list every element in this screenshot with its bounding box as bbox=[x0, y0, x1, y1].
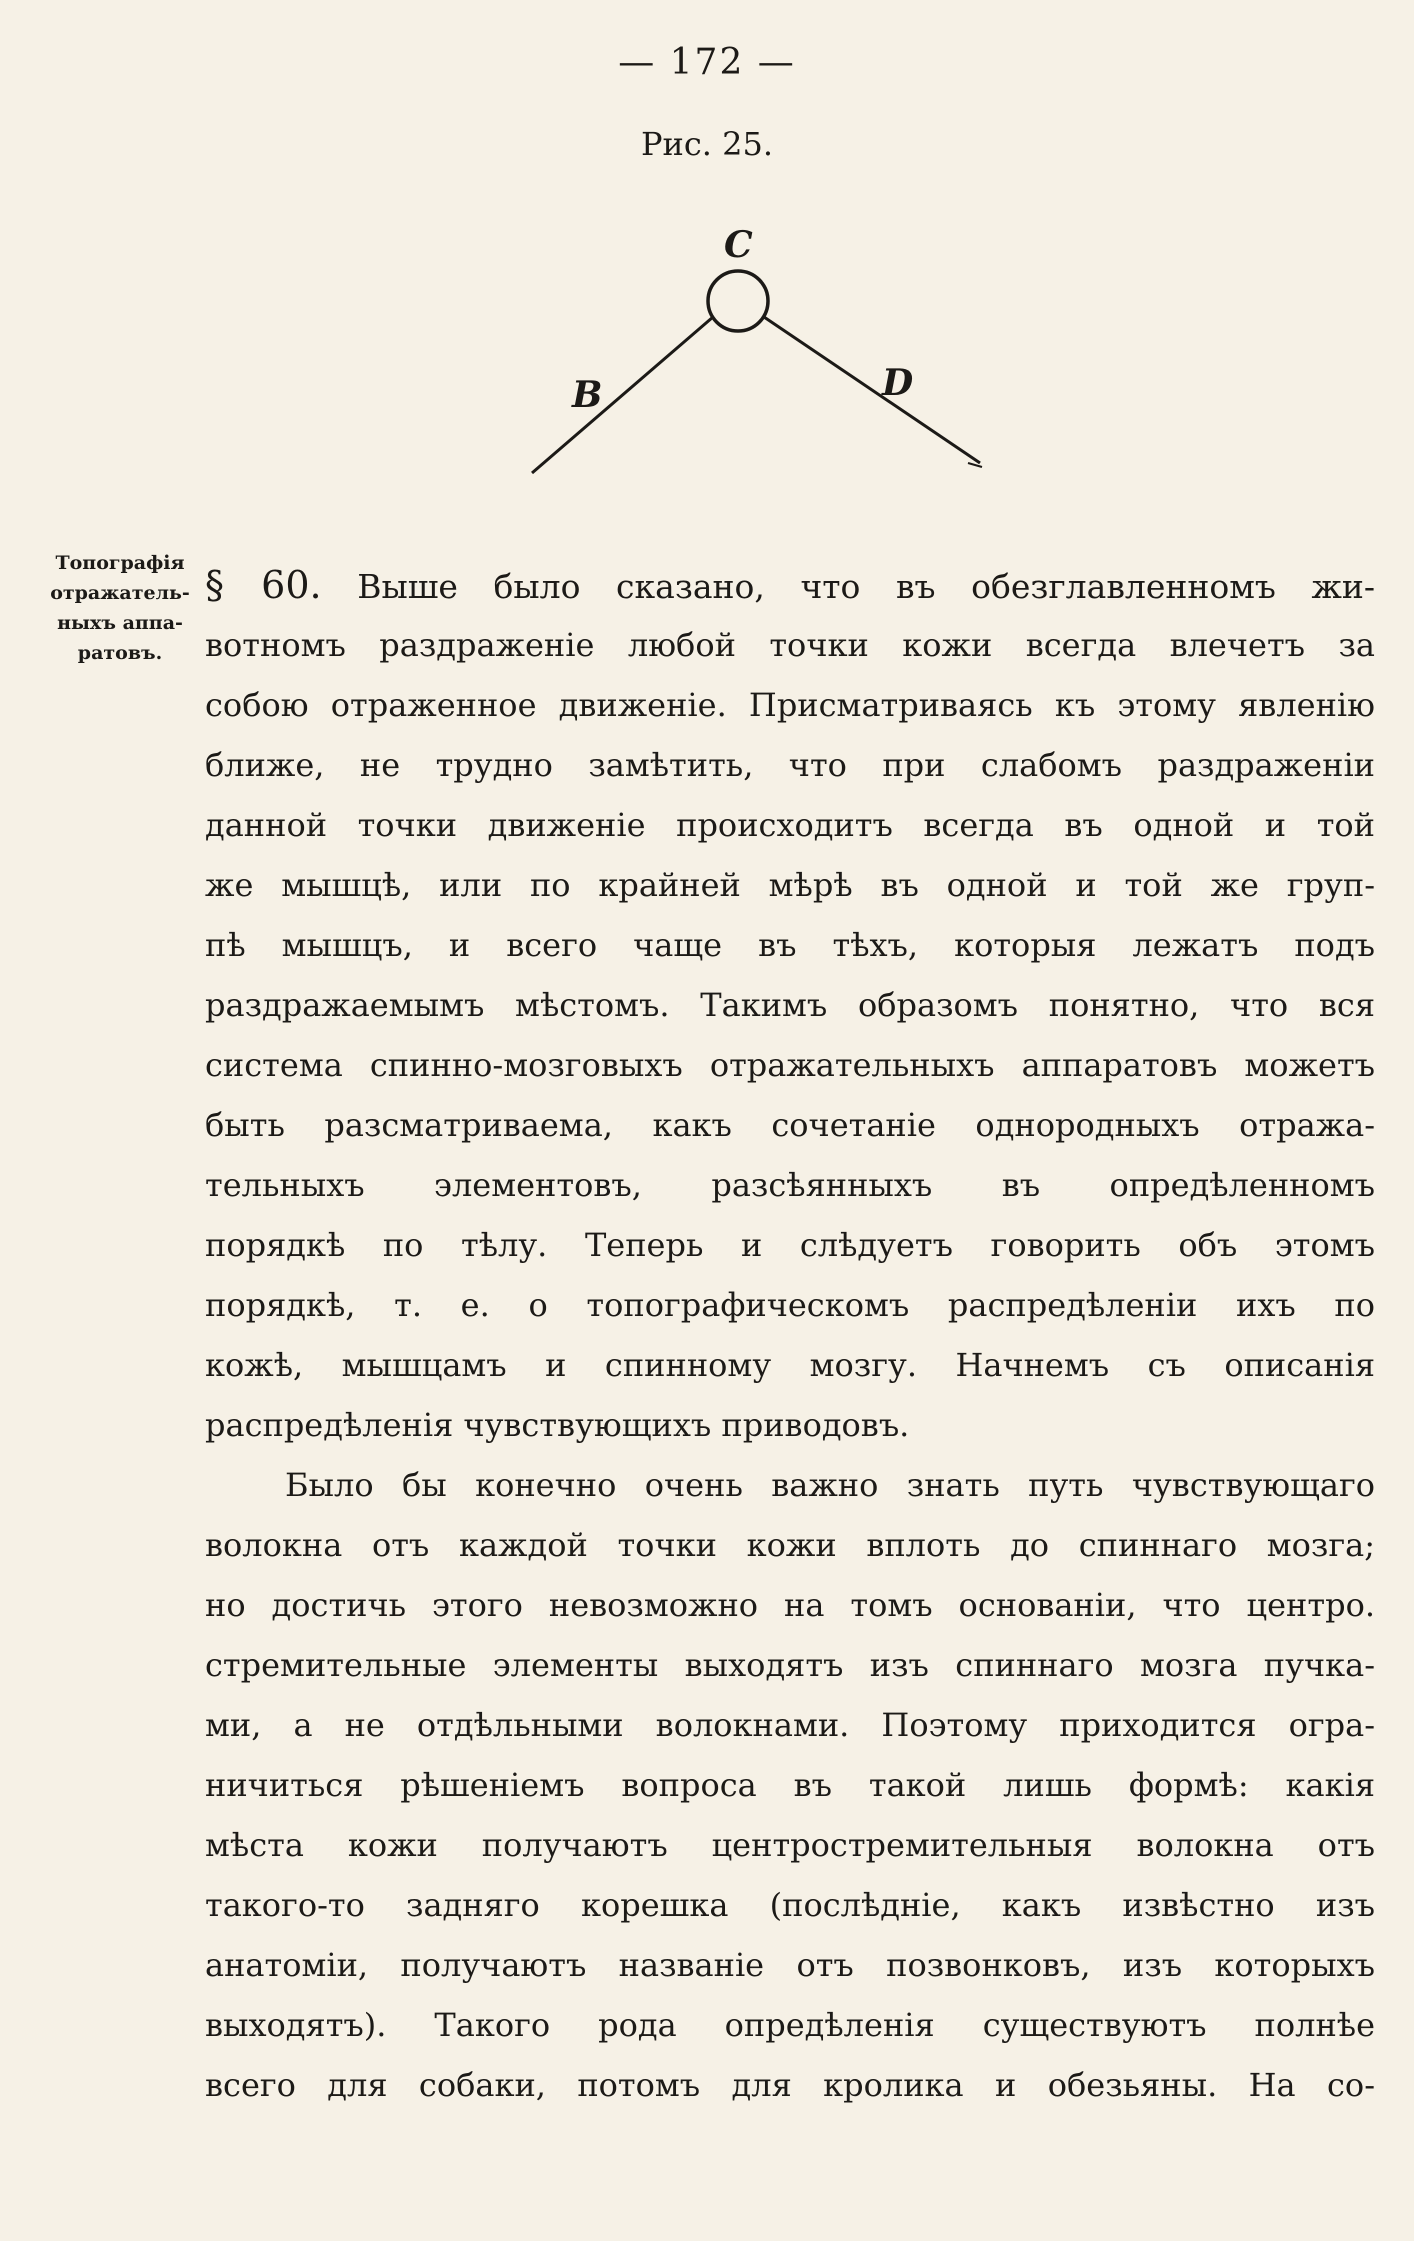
paragraph-1-line: раздражаемымъ мѣстомъ. Такимъ образомъ понятно, что вся bbox=[205, 986, 1375, 1024]
paragraph-2-line: ми, а не отдѣльными волокнами. Поэтому приходится огра- bbox=[205, 1706, 1375, 1744]
paragraph-1-line: собою отраженное движеніе. Присматриваясь къ этому явленію bbox=[205, 686, 1375, 724]
paragraph-2-line: Было бы конечно очень важно знать путь чувствующаго bbox=[285, 1466, 1375, 1504]
line-b bbox=[532, 317, 713, 473]
paragraph-1-line: порядкѣ по тѣлу. Теперь и слѣдуетъ говорить объ этомъ bbox=[205, 1226, 1375, 1264]
line-d-tick bbox=[968, 463, 982, 467]
margin-note bbox=[40, 548, 200, 668]
paragraph-2-line: выходятъ). Такого рода опредѣленія существуютъ полнѣе bbox=[205, 2006, 1375, 2044]
paragraph-2-line: мѣста кожи получаютъ центростремительныя волокна отъ bbox=[205, 1826, 1375, 1864]
page-number: — 172 — bbox=[618, 42, 796, 83]
label-b: B bbox=[572, 374, 603, 416]
paragraph-1-line: кожѣ, мышцамъ и спинному мозгу. Начнемъ съ описанія bbox=[205, 1346, 1375, 1384]
paragraph-2-line: но достичь этого невозможно на томъ основаніи, что центро. bbox=[205, 1586, 1375, 1624]
figure-diagram bbox=[520, 225, 1000, 490]
margin-note-line: отражатель- bbox=[50, 582, 190, 604]
paragraph-1-line: порядкѣ, т. е. о топографическомъ распредѣленіи ихъ по bbox=[205, 1286, 1375, 1324]
paragraph-1-line: же мышцѣ, или по крайней мѣрѣ въ одной и той же груп- bbox=[205, 866, 1375, 904]
margin-note-line: ныхъ аппа- bbox=[57, 612, 183, 634]
line-d bbox=[764, 317, 980, 463]
paragraph-2-line: всего для собаки, потомъ для кролика и обезьяны. На со- bbox=[205, 2066, 1375, 2104]
figure-caption: Рис. 25. bbox=[640, 125, 773, 163]
paragraph-1-line bbox=[205, 555, 1375, 615]
margin-note-line: ратовъ. bbox=[77, 642, 163, 664]
body-text bbox=[205, 555, 1375, 2115]
label-c: C bbox=[724, 224, 753, 266]
paragraph-1-line: ближе, не трудно замѣтить, что при слабомъ раздраженіи bbox=[205, 746, 1375, 784]
paragraph-1-line: тельныхъ элементовъ, разсѣянныхъ въ опредѣленномъ bbox=[205, 1166, 1375, 1204]
section-number: § 60. bbox=[205, 563, 322, 607]
node-circle bbox=[708, 271, 768, 331]
paragraph-2-line: такого-то задняго корешка (послѣдніе, какъ извѣстно изъ bbox=[205, 1886, 1375, 1924]
figure-svg bbox=[520, 225, 1000, 490]
paragraph-1-line: распредѣленія чувствующихъ приводовъ. bbox=[205, 1406, 910, 1444]
paragraph-2-line: стремительные элементы выходятъ изъ спиннаго мозга пучка- bbox=[205, 1646, 1375, 1684]
paragraph-1-line: вотномъ раздраженіе любой точки кожи всегда влечетъ за bbox=[205, 626, 1375, 664]
paragraph-1-first-text: Выше было сказано, что въ обезглавленномъ жи- bbox=[357, 567, 1375, 606]
paragraph-1-line: быть разсматриваема, какъ сочетаніе однородныхъ отража- bbox=[205, 1106, 1375, 1144]
paragraph-2-line: волокна отъ каждой точки кожи вплоть до спиннаго мозга; bbox=[205, 1526, 1375, 1564]
paragraph-2-line: ничиться рѣшеніемъ вопроса въ такой лишь формѣ: какія bbox=[205, 1766, 1375, 1804]
paragraph-2-line: анатоміи, получаютъ названіе отъ позвонковъ, изъ которыхъ bbox=[205, 1946, 1375, 1984]
margin-note-line: Топографія bbox=[55, 552, 185, 574]
paragraph-1-line: система спинно-мозговыхъ отражательныхъ аппаратовъ можетъ bbox=[205, 1046, 1375, 1084]
paragraph-1-line: пѣ мышцъ, и всего чаще въ тѣхъ, которыя лежатъ подъ bbox=[205, 926, 1375, 964]
label-d: D bbox=[882, 362, 914, 404]
paragraph-1-line: данной точки движеніе происходитъ всегда въ одной и той bbox=[205, 806, 1375, 844]
